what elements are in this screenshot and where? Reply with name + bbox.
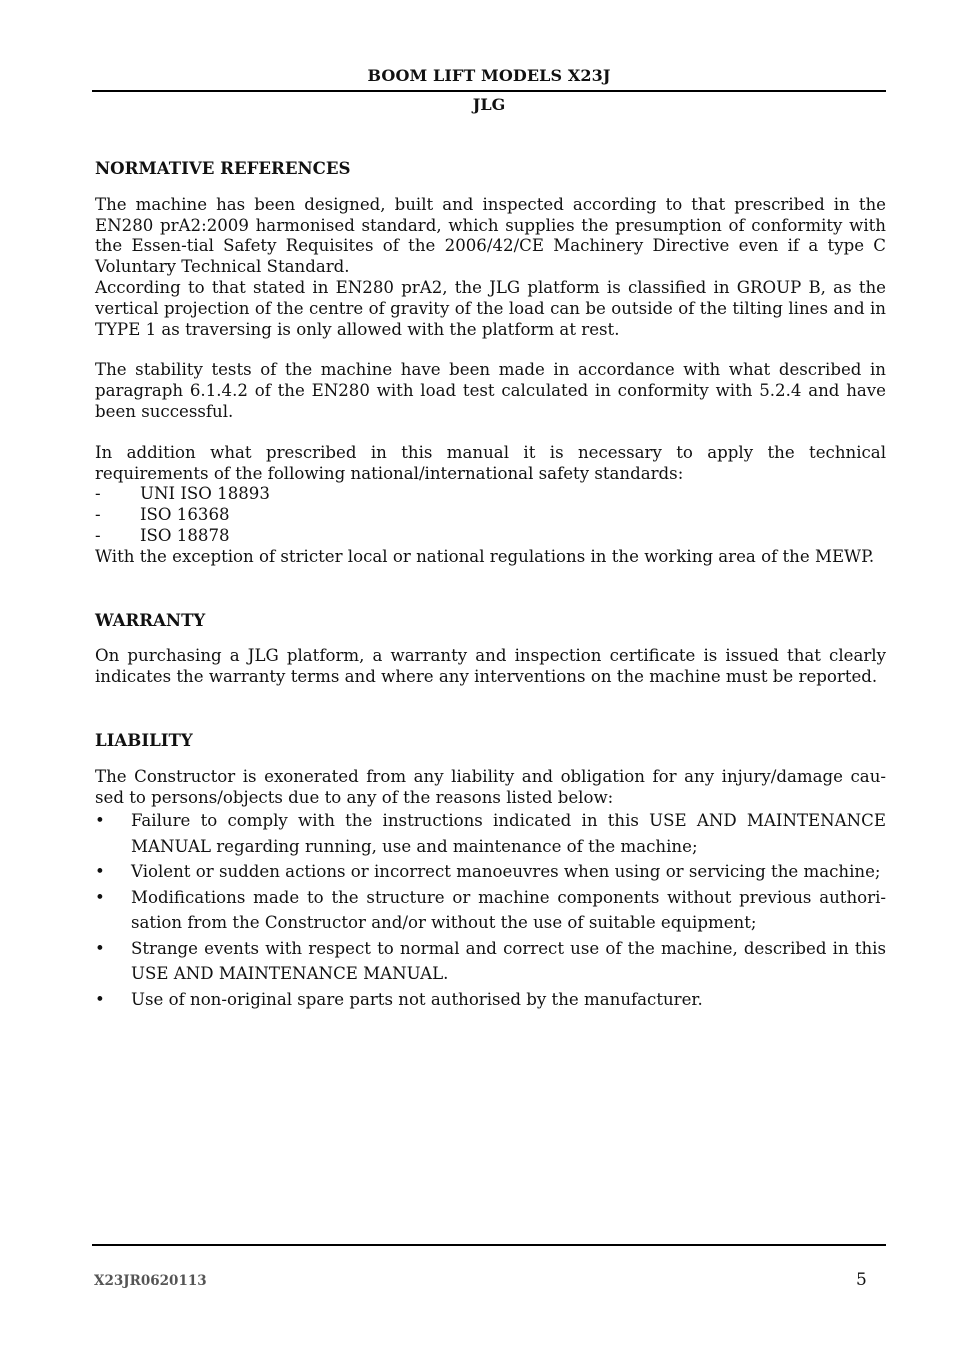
section-heading: LIABILITY — [95, 729, 193, 750]
paragraph: The stability tests of the machine have been made in accordance with what described in paragraph 6.1.4.2 of the EN280 with load test calculated in conformity with 5.2.4 and have been successful. — [95, 360, 886, 421]
section-liability — [95, 730, 886, 1012]
list-item: • Use of non-original spare parts not authorised by the manufacturer. — [95, 989, 703, 1009]
paragraph: According to that stated in EN280 prA2, the JLG platform is classified in GROUP B, as the vertical projection of the centre of gravity of the load can be outside of the tilting lines and in TYPE 1 as traversing is only allowed with the platform at rest. — [95, 277, 886, 339]
list-item: • Modifications made to the structure or machine components without previous authori-sation from the Constructor and/or without the use of suitable equipment; — [95, 887, 886, 933]
paragraph: With the exception of stricter local or national regulations in the working area of the MEWP. — [95, 546, 875, 566]
list-item: - UNI ISO 18893 — [95, 484, 270, 504]
section-heading: WARRANTY — [95, 609, 206, 630]
list-item: • Strange events with respect to normal and correct use of the machine, described in this USE AND MAINTENANCE MANUAL. — [95, 938, 886, 984]
list-item: • Failure to comply with the instructions indicated in this USE AND MAINTENANCE MANUAL regarding running, use and maintenance of the machine; — [95, 811, 886, 856]
paragraph: On purchasing a JLG platform, a warranty and inspection certificate is issued that clearly indicates the warranty terms and where any interventions on the machine must be reported. — [95, 646, 886, 687]
document-body — [95, 158, 886, 1012]
section-normative-references — [95, 158, 886, 568]
section-warranty — [95, 610, 886, 688]
paragraph: The machine has been designed, built and inspected according to that prescribed in the EN280 prA2:2009 harmonised standard, which supplies the presumption of conformity with the Essen-tial Safety Requisites of the 2006/42/CE Machinery Directive even if a type C Voluntary Technical Standard. — [95, 194, 886, 277]
page-number: 5 — [856, 1270, 867, 1290]
list-item: - ISO 16368 — [95, 505, 230, 525]
list-item: - ISO 18878 — [95, 525, 230, 545]
liability-reasons-list — [95, 808, 886, 1012]
paragraph: In addition what prescribed in this manual it is necessary to apply the technical requirements of the following national/international safety standards: — [95, 442, 886, 483]
header-subtitle: JLG — [472, 95, 506, 114]
header-rule — [92, 90, 886, 92]
standards-list — [95, 484, 886, 546]
header-title: BOOM LIFT MODELS X23J — [367, 66, 611, 85]
paragraph: The Constructor is exonerated from any liability and obligation for any injury/damage cau-sed to persons/objects due to any of the reasons listed below: — [95, 766, 886, 807]
document-code: X23JR0620113 — [94, 1273, 207, 1289]
section-heading: NORMATIVE REFERENCES — [95, 158, 351, 178]
footer-rule — [92, 1244, 886, 1246]
list-item: • Violent or sudden actions or incorrect manoeuvres when using or servicing the machine; — [95, 862, 881, 882]
